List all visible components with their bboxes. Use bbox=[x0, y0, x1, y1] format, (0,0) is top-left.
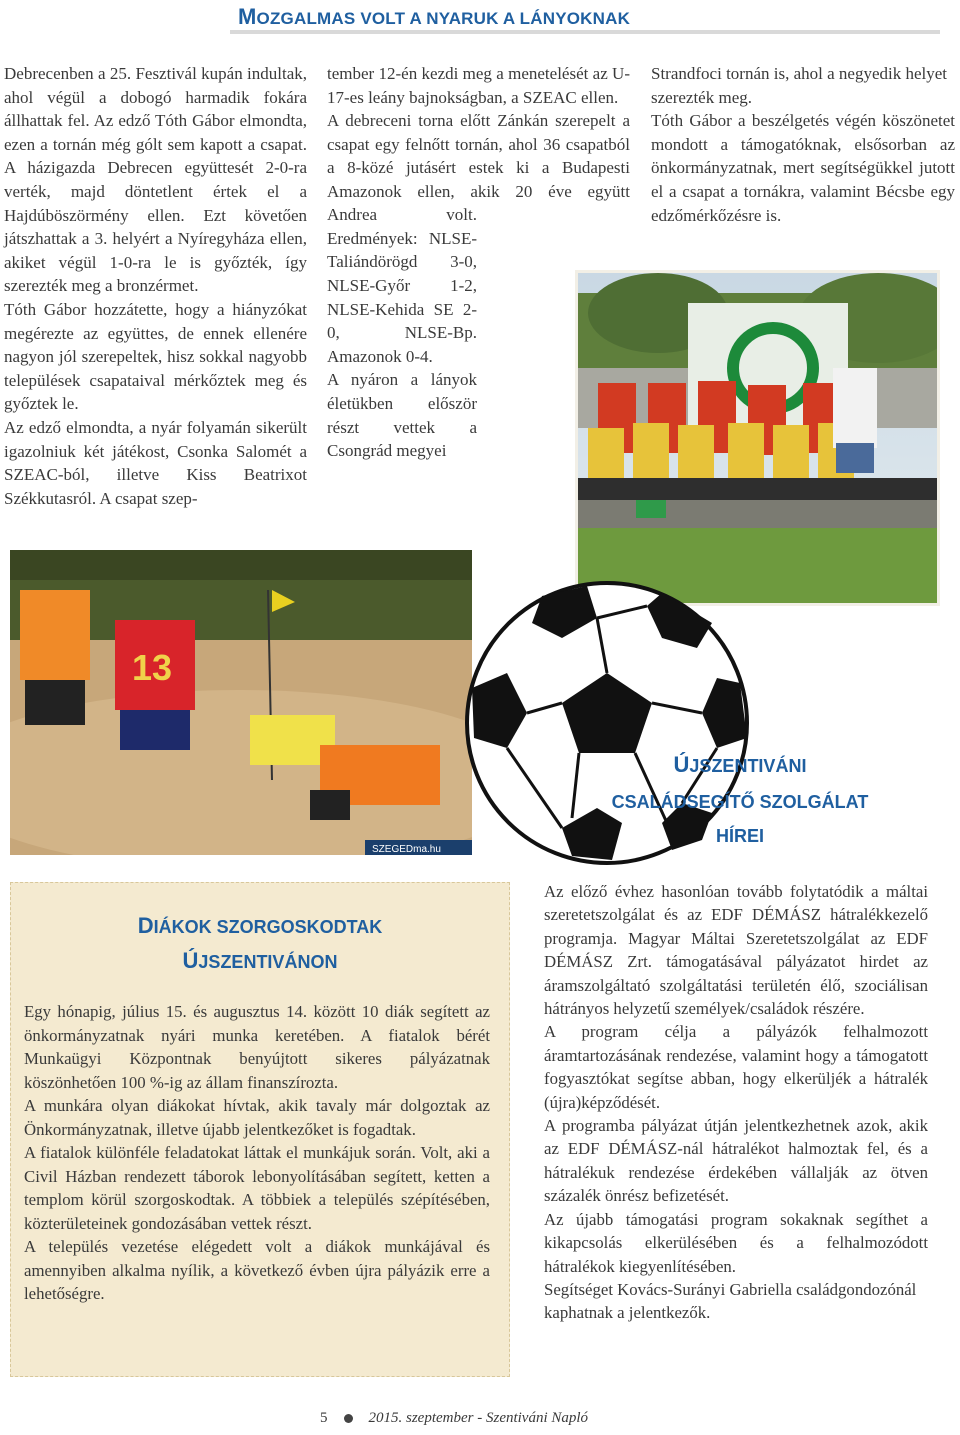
title-rest: OZGALMAS VOLT A NYARUK A LÁNYOKNAK bbox=[256, 9, 631, 28]
paragraph: Az előző évhez hasonlóan tovább folytatódik a máltai szeretetszolgálat és az EDF DÉMÁSZ hátralékkezelő programja. Magyar Máltai Szeretetszolgálat az EDF DÉMÁSZ Zrt. támogatásával pályázatot hirdet az áramszolgáltató szolgáltatási területén élő, szociálisan hátrányos helyzetű személyek/családok részére. bbox=[544, 882, 928, 1019]
paragraph: A település vezetése elégedett volt a diákok munkájával és amennyiben alkalma nyílik, a következő évben újra pályázik erre a lehetőségre. bbox=[24, 1237, 490, 1303]
jersey-number: 13 bbox=[132, 647, 173, 688]
header-rule bbox=[230, 30, 940, 34]
article1-column-1 bbox=[4, 62, 307, 510]
paragraph: A fiatalok különféle feladatokat láttak el munkájuk során. Volt, aki a Civil Házban rendezett táborok lebonyolításában segített, ketten a templom körül szorgoskodtak. A többiek a település szépítésében, közterületeinek gondozásában vettek részt. bbox=[24, 1143, 490, 1233]
heading-text: JSZENTIVÁNON bbox=[198, 952, 338, 972]
paragraph: A program célja a pályázók felhalmozott áramtartozásának rendezése, valamint hogy a támogatott fogyasztókat segítse abban, hogy elkerüljék a hátralék (újra)képződését. bbox=[544, 1022, 928, 1112]
paragraph: A debreceni torna előtt Zánkán szerepelt a csapat egy felnőtt tornán, ahol 36 csapatból a 8-közé jutásért estek ki a Budapesti Amazonok ellen, akik 20 éve együtt bbox=[327, 111, 630, 201]
title-initial: M bbox=[238, 4, 257, 29]
paragraph: tember 12-én kezdi meg a menetelését az U-17-es leány bajnokságban, a SZEAC ellen. bbox=[327, 64, 630, 107]
photo-watermark: SZEGEDma.hu bbox=[372, 844, 441, 855]
heading-initial: D bbox=[137, 913, 154, 938]
paragraph: Andrea volt. Eredmények: NLSE-Taliándörögd 3-0, NLSE-Győr 1-2, NLSE-Kehida SE 2-0, NLSE-Bp. Amazonok 0-4. bbox=[327, 205, 477, 366]
paragraph: Egy hónapig, július 15. és augusztus 14. között 10 diák segített az önkormányzatnak nyári munka keretében. A fiatalok bérét Munkaügyi Központnak benyújtott sikeres pályázatnak köszönhetően 100 %-ig az állam finanszírozta. bbox=[24, 1002, 490, 1092]
team-photo bbox=[575, 270, 940, 606]
heading-text: CSALÁDSEGÍTŐ SZOLGÁLAT bbox=[611, 792, 869, 812]
issue-label: 2015. szeptember - Szentiváni Napló bbox=[368, 1410, 589, 1426]
bullet-icon bbox=[344, 1414, 353, 1423]
heading-initial: Ú bbox=[182, 948, 199, 973]
paragraph: Az újabb támogatási program sokaknak segíthet a kikapcsolás elkerülésében és a felhalmozódott hátralékok kiegyenlítésében. bbox=[544, 1209, 928, 1276]
article3-body bbox=[544, 880, 928, 1325]
beach-soccer-photo bbox=[10, 550, 472, 855]
paragraph: Tóth Gábor a beszélgetés végén köszönetet mondott a támogatóknak, elsősorban az önkormányzatnak, mert segítségükkel jutott el a csapat a tornákra, valamint Bécsbe egy edzőmérkőzésre is. bbox=[651, 111, 955, 225]
heading-text: IÁKOK SZORGOSKODTAK bbox=[153, 917, 383, 937]
paragraph: A munkára olyan diákokat hívtak, akik tavaly már dolgoztak az Önkormányzatnak, illetve újabb jelentkezőket is fogadtak. bbox=[24, 1096, 490, 1139]
article2-heading bbox=[40, 910, 480, 980]
sidebar-heading bbox=[575, 748, 905, 853]
page-footer bbox=[320, 1410, 588, 1427]
paragraph: Segítséget Kovács-Surányi Gabriella családgondozónál kaphatnak a jelentkezők. bbox=[544, 1279, 917, 1323]
heading-text: HÍREI bbox=[715, 826, 764, 846]
paragraph: A nyáron a lányok életükben először részt vettek a Csongrád megyei bbox=[327, 370, 477, 461]
page-title bbox=[238, 4, 630, 30]
page-number: 5 bbox=[320, 1410, 328, 1426]
paragraph: Debrecenben a 25. Fesztivál kupán indultak, ahol végül a dobogó harmadik fokára állhattak fel. Az edző Tóth Gábor elmondta, ezen a tornán még gólt sem kapott a csapat. A házigazda Debrecen együttesét 2-0-ra verték, majd döntetlent értek el a Hajdúböszörmény ellen. Ezt követően játszhattak a 3. helyért a Nyíregyháza ellen, akiket végül 1-0-ra le is győzték, így szerezték meg a bronzérmet. bbox=[4, 64, 307, 296]
paragraph: Strandfoci tornán is, ahol a negyedik helyet szerezték meg. bbox=[651, 64, 947, 107]
article2-body bbox=[24, 1000, 490, 1306]
paragraph: Tóth Gábor hozzátette, hogy a hiányzókat megérezte az együttes, de ennek ellenére nagyon jól szerepeltek, hisz sokkal nagyobb települések csapataival mérkőztek meg és győztek le. bbox=[4, 299, 307, 414]
paragraph: Az edző elmondta, a nyár folyamán sikerült igazolniuk két játékost, Csonka Salomét a SZEAC-ból, illetve Kiss Beatrixot Székkutasról. A csapat szep- bbox=[4, 417, 307, 508]
heading-initial: Ú bbox=[673, 752, 690, 777]
heading-text: JSZENTIVÁNI bbox=[689, 756, 807, 776]
article1-column-3 bbox=[651, 62, 955, 227]
paragraph: A programba pályázat útján jelentkezhetnek azok, akik az EDF DÉMÁSZ-nál hátralékot halmoztak fel, és a hátralékuk rendezése érdekében vállalják az ötven százalék önrész befizetését. bbox=[544, 1116, 928, 1206]
